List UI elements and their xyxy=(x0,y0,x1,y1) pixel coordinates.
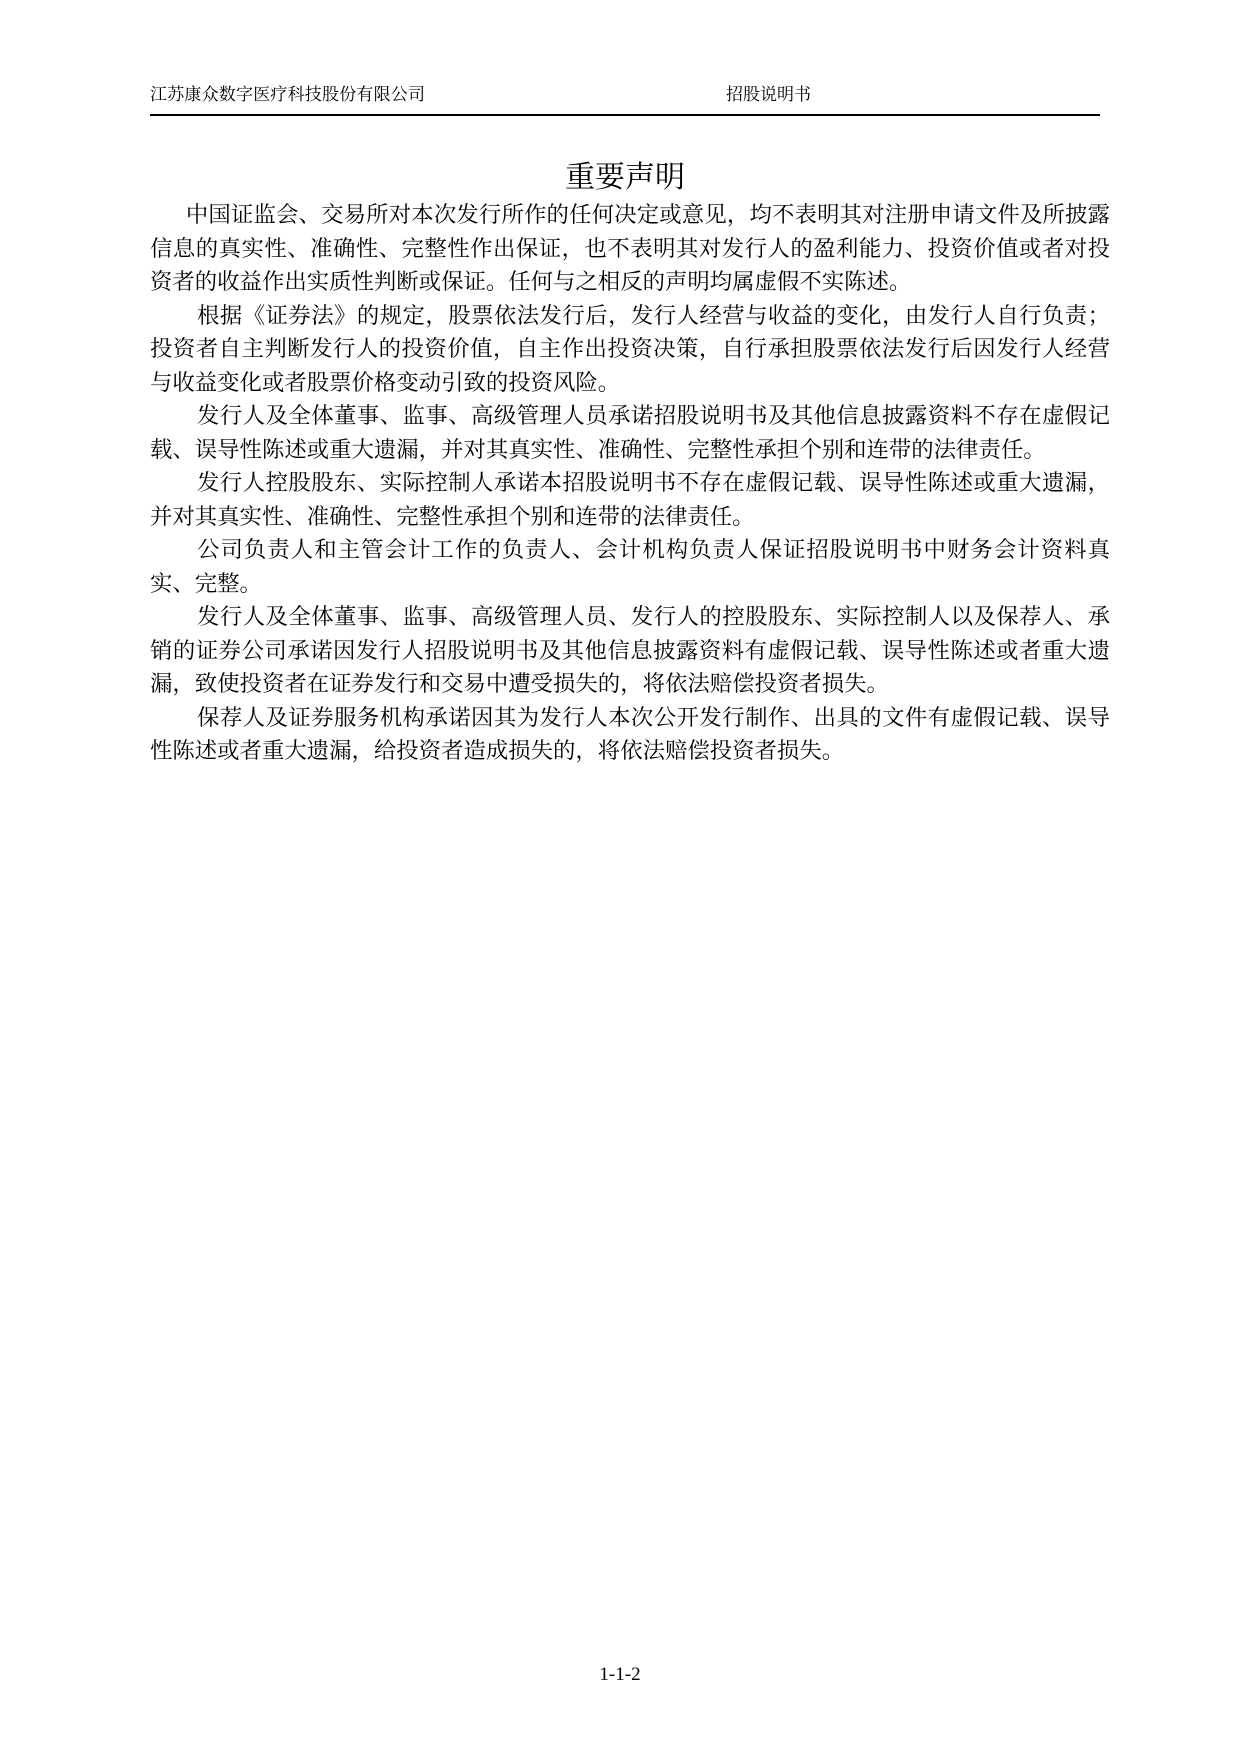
header-document-type: 招股说明书 xyxy=(726,85,811,105)
paragraph: 根据《证券法》的规定，股票依法发行后，发行人经营与收益的变化，由发行人自行负责；投资者自主判断发行人的投资价值，自主作出投资决策，自行承担股票依法发行后因发行人经营与收益变化或者股票价格变动引致的投资风险。 xyxy=(150,302,1110,396)
declaration-body xyxy=(150,199,1110,769)
page-header xyxy=(150,74,1100,116)
header-company-name: 江苏康众数字医疗科技股份有限公司 xyxy=(150,85,426,105)
page-title: 重要声明 xyxy=(565,160,685,195)
paragraph: 中国证监会、交易所对本次发行所作的任何决定或意见，均不表明其对注册申请文件及所披露信息的真实性、准确性、完整性作出保证，也不表明其对发行人的盈利能力、投资价值或者对投资者的收益作出实质性判断或保证。任何与之相反的声明均属虚假不实陈述。 xyxy=(150,202,1110,295)
paragraph: 发行人控股股东、实际控制人承诺本招股说明书不存在虚假记载、误导性陈述或重大遗漏，并对其真实性、准确性、完整性承担个别和连带的法律责任。 xyxy=(150,470,1110,530)
page-number: 1-1-2 xyxy=(599,1664,641,1685)
paragraph: 公司负责人和主管会计工作的负责人、会计机构负责人保证招股说明书中财务会计资料真实、完整。 xyxy=(150,537,1110,597)
paragraph: 发行人及全体董事、监事、高级管理人员承诺招股说明书及其他信息披露资料不存在虚假记载、误导性陈述或重大遗漏，并对其真实性、准确性、完整性承担个别和连带的法律责任。 xyxy=(150,403,1110,463)
paragraph: 保荐人及证券服务机构承诺因其为发行人本次公开发行制作、出具的文件有虚假记载、误导性陈述或者重大遗漏，给投资者造成损失的，将依法赔偿投资者损失。 xyxy=(150,704,1110,764)
paragraph: 发行人及全体董事、监事、高级管理人员、发行人的控股股东、实际控制人以及保荐人、承销的证券公司承诺因发行人招股说明书及其他信息披露资料有虚假记载、误导性陈述或者重大遗漏，致使投资者在证券发行和交易中遭受损失的，将依法赔偿投资者损失。 xyxy=(150,604,1110,697)
